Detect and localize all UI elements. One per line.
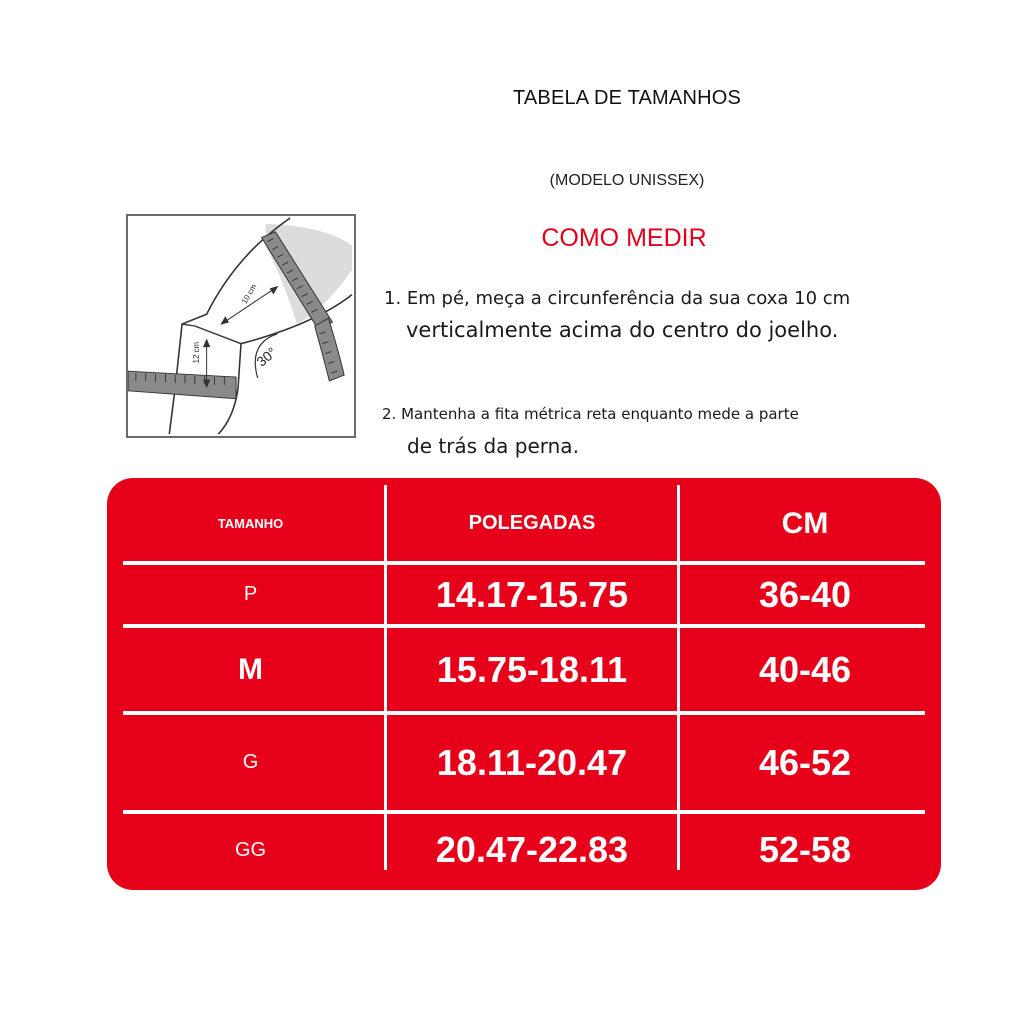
- inches-cell: 14.17-15.75: [435, 573, 629, 615]
- svg-text:10 cm: 10 cm: [239, 282, 259, 306]
- step-2-line-2: de trás da perna.: [407, 434, 579, 458]
- size-cell: P: [243, 583, 258, 605]
- size-cell: G: [242, 751, 259, 773]
- size-table: [107, 478, 941, 890]
- knee-measurement-diagram: [126, 214, 356, 438]
- angle-label: 30°: [253, 344, 280, 370]
- size-cell: GG: [234, 838, 267, 861]
- column-header-cm: CM: [781, 506, 829, 540]
- column-header-size: TAMANHO: [217, 515, 284, 531]
- cm-cell: 40-46: [758, 648, 852, 690]
- size-cell: M: [238, 652, 263, 686]
- step-2-line-1: 2. Mantenha a fita métrica reta enquanto mede a parte: [382, 405, 799, 423]
- knee-leg-illustration: [128, 216, 354, 436]
- inches-cell: 20.47-22.83: [435, 829, 629, 870]
- measuring-tape-calf-icon: [128, 371, 236, 399]
- column-header-inches: POLEGADAS: [468, 511, 596, 534]
- page-subtitle: (MODELO UNISSEX): [549, 172, 705, 189]
- inches-cell: 18.11-20.47: [436, 741, 628, 783]
- step-1-line-1: 1. Em pé, meça a circunferência da sua coxa 10 cm: [384, 288, 851, 309]
- page-title: TABELA DE TAMANHOS: [512, 87, 742, 109]
- step-1-line-2: verticalmente acima do centro do joelho.: [406, 318, 839, 342]
- svg-text:12 cm: 12 cm: [191, 341, 201, 364]
- how-to-measure-title: COMO MEDIR: [541, 224, 707, 252]
- cm-cell: 46-52: [758, 741, 852, 783]
- cm-cell: 52-58: [758, 829, 852, 870]
- inches-cell: 15.75-18.11: [436, 648, 628, 690]
- cm-cell: 36-40: [758, 573, 852, 615]
